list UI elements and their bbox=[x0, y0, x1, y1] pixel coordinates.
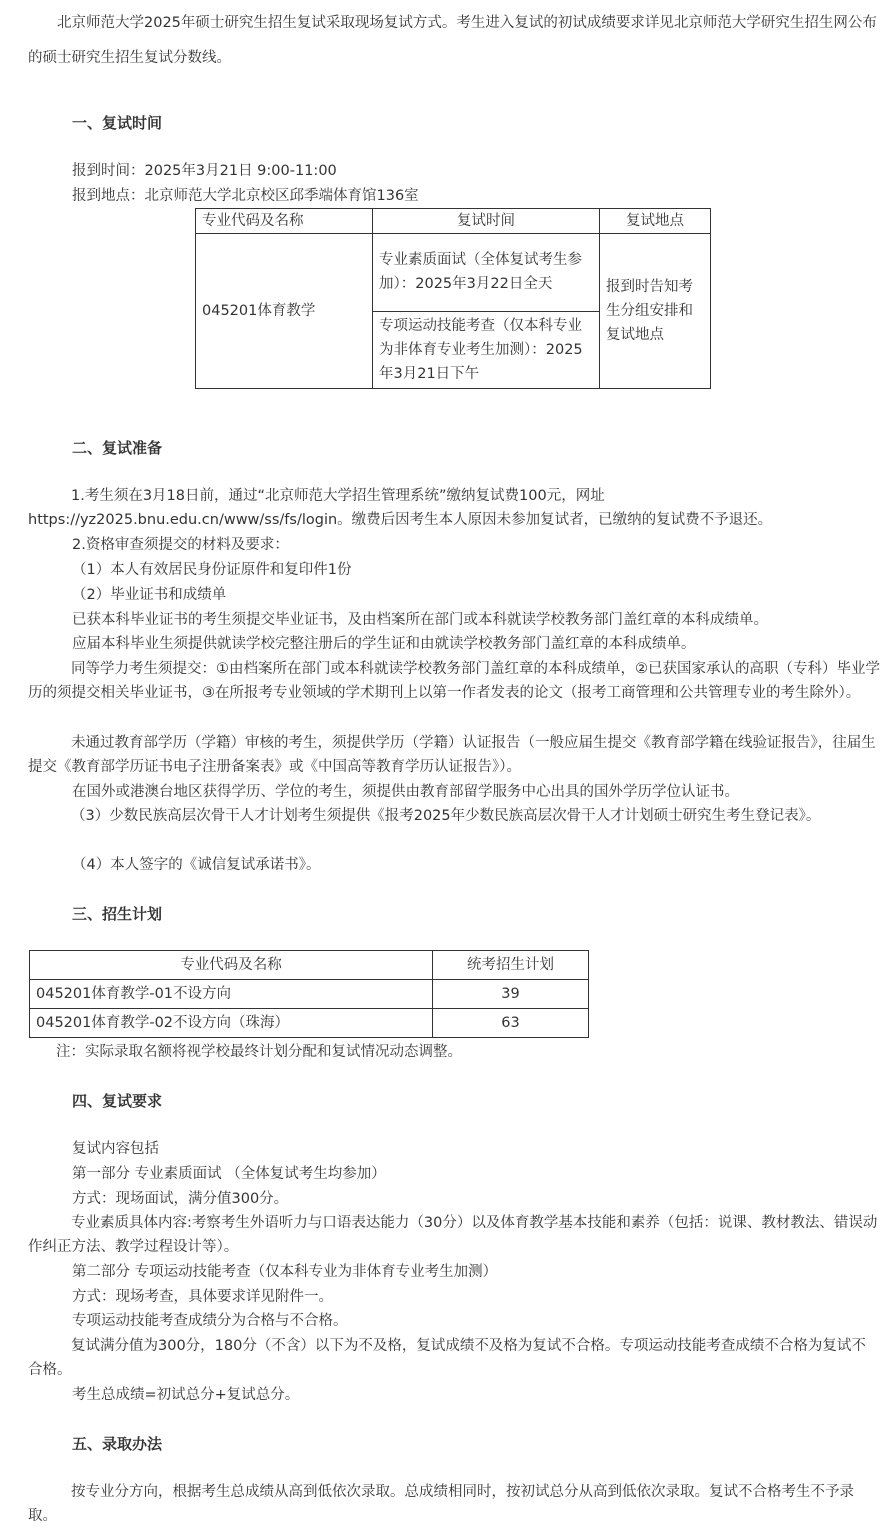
req-line-9: 考生总成绩=初试总分+复试总分。 bbox=[72, 1387, 300, 1403]
plan-count-cell: 63 bbox=[433, 1009, 589, 1038]
req-line-2: 第一部分 专业素质面试 （全体复试考生均参加） bbox=[72, 1166, 386, 1182]
section-title-admission: 五、录取办法 bbox=[72, 1435, 163, 1453]
section-title-schedule: 一、复试时间 bbox=[72, 114, 163, 132]
plan-table bbox=[29, 950, 589, 1038]
prep-item-2: （2）毕业证书和成绩单 bbox=[72, 587, 227, 603]
time-cell: 专业素质面试（全体复试考生参加）：2025年3月22日全天 bbox=[373, 234, 600, 312]
table-header-cell: 专业代码及名称 bbox=[30, 951, 433, 980]
major-cell: 045201体育教学 bbox=[196, 234, 373, 389]
section-title-preparation: 二、复试准备 bbox=[72, 439, 163, 457]
prep-item-1: （1）本人有效居民身份证原件和复印件1份 bbox=[72, 562, 352, 578]
prep-paragraph-9: 在国外或港澳台地区获得学历、学位的考生，须提供由教育部留学服务中心出具的国外学历学位认证书。 bbox=[72, 784, 739, 800]
plan-name-cell: 045201体育教学-01不设方向 bbox=[30, 980, 433, 1009]
req-line-3: 方式：现场面试，满分值300分。 bbox=[72, 1191, 289, 1207]
prep-paragraph-2: 2.资格审查须提交的材料及要求： bbox=[72, 537, 289, 553]
prep-paragraph-7: 同等学力考生须提交：①由档案所在部门或本科就读学校教务部门盖红章的本科成绩单，②已获国家承认的高职（专科）毕业学历的须提交相关毕业证书，③在所报考专业领域的学术期刊上以第一作者发表的论文（报考工商管理和公共管理专业的考生除外）。 bbox=[28, 661, 880, 701]
report-time: 报到时间：2025年3月21日 9:00-11:00 bbox=[72, 163, 337, 179]
section-title-requirements: 四、复试要求 bbox=[72, 1092, 163, 1110]
table-row bbox=[30, 1009, 589, 1038]
time-cell: 专项运动技能考查（仅本科专业为非体育专业考生加测）：2025年3月21日下午 bbox=[373, 311, 600, 389]
req-line-1: 复试内容包括 bbox=[72, 1141, 159, 1157]
schedule-table bbox=[195, 208, 711, 389]
req-line-8: 复试满分值为300分，180分（不含）以下为不及格，复试成绩不及格为复试不合格。专项运动技能考查成绩不合格为复试不合格。 bbox=[28, 1338, 866, 1378]
place-cell: 报到时告知考生分组安排和复试地点 bbox=[600, 234, 711, 389]
prep-paragraph-8: 未通过教育部学历（学籍）审核的考生，须提供学历（学籍）认证报告（一般应届生提交《教育部学籍在线验证报告》，往届生提交《教育部学历证书电子注册备案表》或《中国高等教育学历认证报告》）。 bbox=[28, 735, 876, 775]
req-line-4: 专业素质具体内容:考察考生外语听力与口语表达能力（30分）以及体育教学基本技能和素养（包括：说课、教材教法、错误动作纠正方法、教学过程设计等）。 bbox=[28, 1215, 878, 1255]
intro-paragraph: 北京师范大学2025年硕士研究生招生复试采取现场复试方式。考生进入复试的初试成绩要求详见北京师范大学研究生招生网公布的硕士研究生招生复试分数线。 bbox=[28, 15, 877, 66]
table-header-cell: 统考招生计划 bbox=[433, 951, 589, 980]
table-header-row bbox=[196, 209, 711, 234]
table-header-cell: 专业代码及名称 bbox=[196, 209, 373, 234]
plan-count-cell: 39 bbox=[433, 980, 589, 1009]
section-title-plan: 三、招生计划 bbox=[72, 905, 163, 923]
table-row bbox=[196, 234, 711, 312]
table-row bbox=[30, 980, 589, 1009]
req-line-7: 专项运动技能考查成绩分为合格与不合格。 bbox=[72, 1313, 348, 1329]
prep-item-4: （4）本人签字的《诚信复试承诺书》。 bbox=[72, 857, 321, 873]
plan-name-cell: 045201体育教学-02不设方向（珠海） bbox=[30, 1009, 433, 1038]
req-line-6: 方式：现场考查，具体要求详见附件一。 bbox=[72, 1289, 333, 1305]
table-header-row bbox=[30, 951, 589, 980]
prep-item-3: （3）少数民族高层次骨干人才计划考生须提供《报考2025年少数民族高层次骨干人才计划硕士研究生考生登记表》。 bbox=[71, 808, 821, 824]
table-header-cell: 复试时间 bbox=[373, 209, 600, 234]
prep-paragraph-1: 1.考生须在3月18日前，通过“北京师范大学招生管理系统”缴纳复试费100元，网址https://yz2025.bnu.edu.cn/www/ss/fs/login。缴费后因考生本人原因未参加复试者，已缴纳的复试费不予退还。 bbox=[28, 488, 773, 528]
req-line-5: 第二部分 专项运动技能考查（仅本科专业为非体育专业考生加测） bbox=[72, 1264, 498, 1280]
admission-paragraph: 按专业分方向，根据考生总成绩从高到低依次录取。总成绩相同时，按初试总分从高到低依次录取。复试不合格考生不予录取。 bbox=[28, 1484, 854, 1524]
prep-paragraph-6: 应届本科毕业生须提供就读学校完整注册后的学生证和由就读学校教务部门盖红章的本科成绩单。 bbox=[72, 636, 696, 652]
report-place: 报到地点：北京师范大学北京校区邱季端体育馆136室 bbox=[72, 188, 419, 204]
plan-note: 注：实际录取名额将视学校最终计划分配和复试情况动态调整。 bbox=[56, 1044, 462, 1060]
table-header-cell: 复试地点 bbox=[600, 209, 711, 234]
prep-paragraph-5: 已获本科毕业证书的考生须提交毕业证书，及由档案所在部门或本科就读学校教务部门盖红章的本科成绩单。 bbox=[72, 612, 768, 628]
